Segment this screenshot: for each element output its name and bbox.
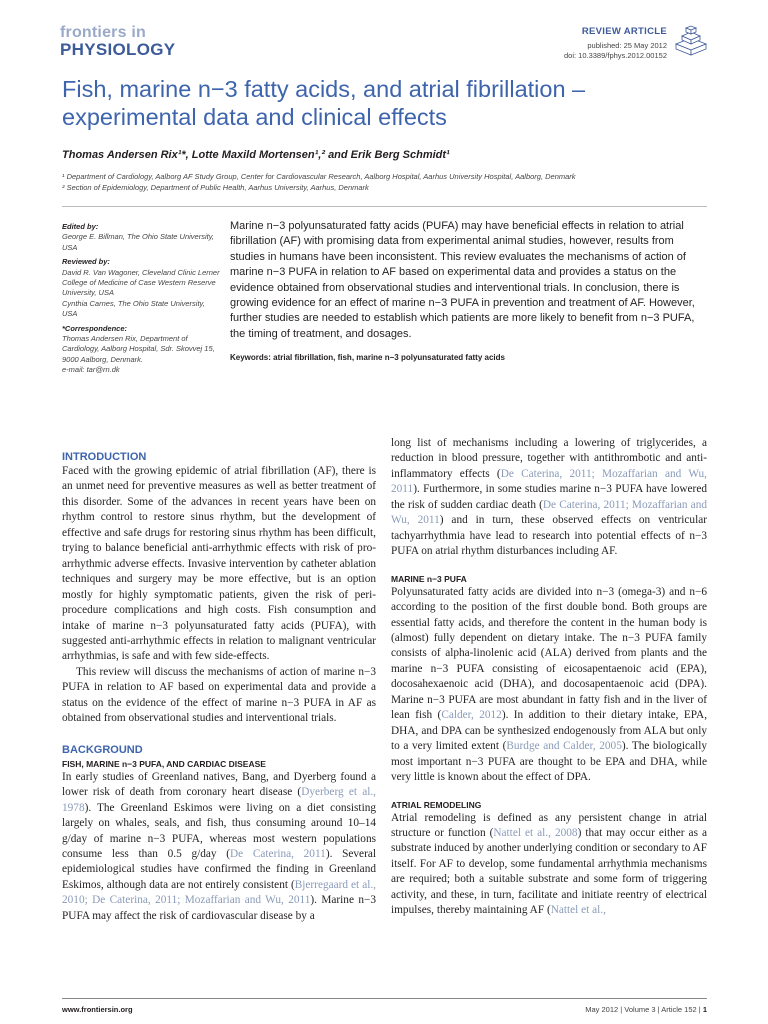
journal-logo-bottom: PHYSIOLOGY xyxy=(60,40,176,59)
footer-url[interactable]: www.frontiersin.org xyxy=(62,1005,133,1014)
reviewed-by-label: Reviewed by: xyxy=(62,257,110,267)
marine-pufa-paragraph: Polyunsaturated fatty acids are divided into n−3 (omega-3) and n−6 according to the position of the first double bond. Both groups are essential fatty acids, and therefore the content in the human body is (almost) fully dependent on dietary intake. The n−3 PUFA family consists of alpha-linolenic acid (ALA) derived from plants and the marine n−3 PUFA consisting of eicosapentaenoic acid (EPA), docosahexaenoic acid (DHA), and docosapentaenoic acid (DPA). Marine n−3 PUFA are most abundant in fatty fish and in the liver of lean fish (Calder, 2012). In addition to their dietary intake, EPA, DHA, and DPA can be synthesized endogenously from ALA but only to a very limited extent (Burdge and Calder, 2005). The biologically most important n−3 PUFA are thought to be EPA and DHA, while very little is known about the effect of DPA. xyxy=(391,585,708,784)
citation[interactable]: Burdge and Calder, 2005 xyxy=(506,740,622,753)
keywords-label: Keywords: xyxy=(230,353,271,362)
heading-fish-marine: FISH, MARINE n−3 PUFA, AND CARDIAC DISEASE xyxy=(62,758,266,769)
heading-introduction: INTRODUCTION xyxy=(62,451,147,463)
edited-by-label: Edited by: xyxy=(62,222,99,231)
citation[interactable]: De Caterina, 2011 xyxy=(230,847,326,860)
citation[interactable]: Calder, 2012 xyxy=(441,709,502,722)
intro-paragraph-2: This review will discuss the mechanisms of action of marine n−3 PUFA in relation to AF based on experimental data and provide a status on the evidence of the effect of marine n−3 PUFA in AF as obtained from observational studies and interventional trials. xyxy=(62,665,376,725)
authors: Thomas Andersen Rix¹*, Lotte Maxild Mortensen¹,² and Erik Berg Schmidt¹ xyxy=(62,149,450,161)
editorial-sidebar xyxy=(62,222,222,376)
citation[interactable]: Nattel et al., 2008 xyxy=(493,826,578,839)
reviewer-1: David R. Van Wagoner, Cleveland Clinic Lerner College of Medicine of Case Western Reserve University, USA xyxy=(62,267,220,298)
footer-divider xyxy=(62,998,707,999)
citation[interactable]: Nattel et al., xyxy=(550,904,606,917)
journal-cube-logo-icon xyxy=(672,22,710,58)
intro-paragraph-1: Faced with the growing epidemic of atrial fibrillation (AF), there is an unmet need for preventive measures as well as better treatment of this disorder. Some of the advances in recent years have been on rhythm control to restore sinus rhythm, but the development of effective and safe drugs for restoring sinus rhythm has been difficult, trying to balance beneficial anti-arrhythmic effects with risk of pro-arrhythmic adverse effects. Invasive intervention by catheter ablation techniques and surgery may be more effective, but is an option mostly for highly symptomatic patients, given the risk of peri-procedure complications and high costs. Fish consumption and intake of marine n−3 polyunsaturated fatty acids (PUFA), with suggested anti-arrhythmic effects in relation to malignant ventricular arrhythmias, is safe and with few side-effects. xyxy=(62,465,376,663)
article-type: REVIEW ARTICLE xyxy=(581,26,667,37)
affiliation-2: ² Section of Epidemiology, Department of Public Health, Aarhus University, Aarhus, Denmark xyxy=(62,183,369,192)
mechanisms-paragraph: long list of mechanisms including a lowering of triglycerides, a reduction in blood pressure, together with antithrombotic and anti-inflammatory effects (De Caterina, 2011; Mozaffarian and Wu, 2011). Furthermore, in some studies marine n−3 PUFA have lowered the risk of sudden cardiac death (De Caterina, 2011; Mozaffarian and Wu, 2011) and in turn, these observed effects on ventricular tachyarrhythmia have lead to research into potential effects of n−3 PUFA on atrial rhythm disturbances including AF. xyxy=(391,437,708,558)
footer-info: May 2012 | Volume 3 | Article 152 | 1 xyxy=(585,1005,707,1014)
correspondence: Thomas Andersen Rix, Department of Cardiology, Aalborg Hospital, Sdr. Skovvej 15, 9000 Aalborg, Denmark. xyxy=(62,334,215,364)
affiliation-1: ¹ Department of Cardiology, Aalborg AF Study Group, Center for Cardiovascular Research, Aalborg Hospital, Aarhus University Hospital, Aalborg, Denmark xyxy=(62,172,576,181)
reviewer-2: Cynthia Carnes, The Ohio State University, USA xyxy=(62,298,205,319)
header-divider xyxy=(62,206,707,207)
affiliations xyxy=(62,171,576,193)
article-title: Fish, marine n−3 fatty acids, and atrial fibrillation – experimental data and clinical effects xyxy=(62,76,586,130)
keywords-list: atrial fibrillation, fish, marine n−3 polyunsaturated fatty acids xyxy=(273,353,505,362)
heading-atrial-remodeling: ATRIAL REMODELING xyxy=(391,799,482,810)
publication-info xyxy=(564,41,667,61)
body-column-right xyxy=(391,436,707,919)
email[interactable]: e-mail: tar@rn.dk xyxy=(62,365,120,375)
citation[interactable]: Bjerregaard et al., 2010; De Caterina, 2011; Mozaffarian and Wu, 2011 xyxy=(62,878,376,907)
citation[interactable]: De Caterina, 2011; Mozaffarian and Wu, 2011 xyxy=(391,498,707,527)
journal-logo-top: frontiers in xyxy=(60,24,146,41)
heading-marine-pufa: MARINE n−3 PUFA xyxy=(391,573,467,584)
background-paragraph: In early studies of Greenland natives, Bang, and Dyerberg found a lower risk of death from coronary heart disease (Dyerberg et al., 1978). The Greenland Eskimos were living on a diet consisting largely on whales, seals, and fish, thus consuming around 10–14 g/day of marine n−3 PUFA, whereas most western populations consume less than 0.5 g/day (De Caterina, 2011). Several epidemiological studies have confirmed the finding in Greenland Eskimos, although data are not entirely consistent (Bjerregaard et al., 2010; De Caterina, 2011; Mozaffarian and Wu, 2011). Marine n−3 PUFA may affect the risk of cardiovascular disease by a xyxy=(62,770,377,922)
page-number: 1 xyxy=(702,1005,707,1014)
body-column-left xyxy=(62,451,376,924)
editor: George E. Billman, The Ohio State University, USA xyxy=(62,232,215,252)
published-date: published: 25 May 2012 xyxy=(587,41,667,50)
citation[interactable]: Dyerberg et al., 1978 xyxy=(62,786,377,814)
heading-background: BACKGROUND xyxy=(62,743,143,756)
abstract: Marine n−3 polyunsaturated fatty acids (PUFA) may have beneficial effects in relation to atrial fibrillation (AF) with promising data from experimental animal studies, however, results from studies in humans have been inconsistent. This review evaluates the mechanisms of action of marine n−3 PUFA in relation to AF based on experimental data and provides a status on the evidence obtained from observational studies and interventional trials. In conclusion, there is growing evidence for an effect of marine n−3 PUFA in prevention and treatment of AF. However, further studies are needed to establish which patients are more likely to benefit from n−3 PUFA, the timing of treatment, and dosages. xyxy=(230,220,695,340)
doi[interactable]: doi: 10.3389/fphys.2012.00152 xyxy=(563,51,667,60)
citation[interactable]: De Caterina, 2011; Mozaffarian and Wu, 2011 xyxy=(391,467,708,496)
keywords xyxy=(230,353,505,362)
correspondence-label: *Correspondence: xyxy=(62,323,128,333)
atrial-remodeling-paragraph: Atrial remodeling is defined as any persistent change in atrial structure or function (Nattel et al., 2008) that may occur either as a substrate induced by another underlying condition or secondary to AF itself. For AF to develop, some fundamental arrhythmia mechanisms are required; both a suitable substrate and some form of triggering activity, and these, in turn, facilitate and initiate reentry of electrical impulses, thereby maintaining AF (Nattel et al., xyxy=(391,811,707,917)
